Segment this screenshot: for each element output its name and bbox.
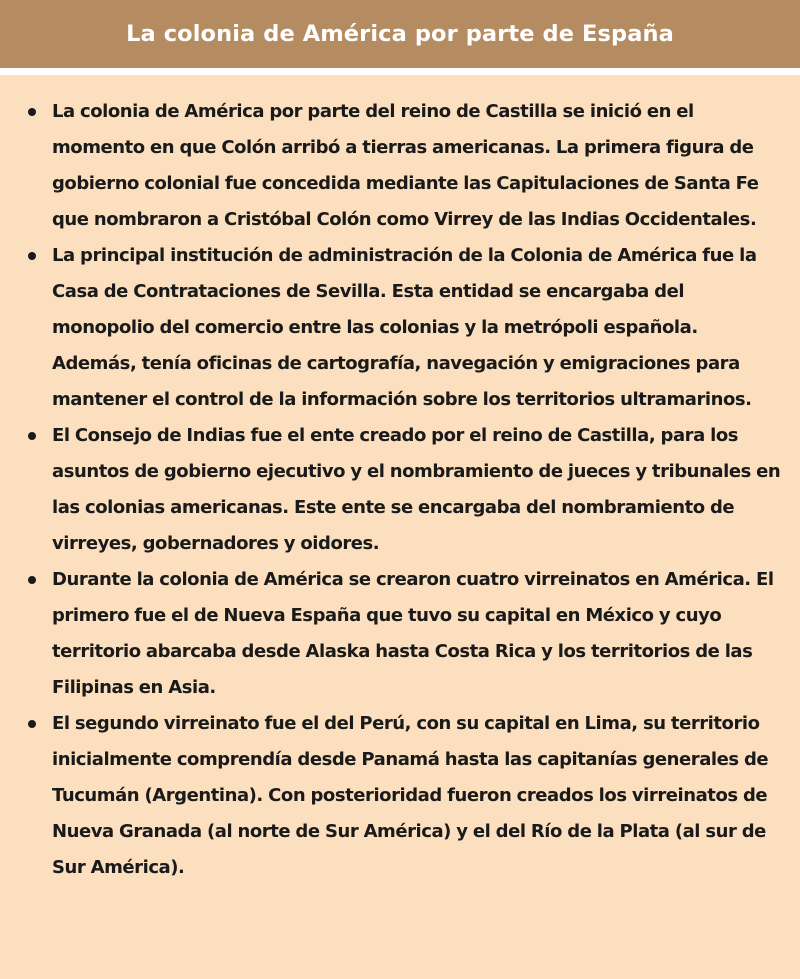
content-panel xyxy=(0,75,800,972)
bullet-icon xyxy=(28,432,36,440)
list-item xyxy=(27,418,786,562)
divider xyxy=(0,68,800,75)
list-item-text: La principal institución de administración de la Colonia de América fue la Casa de Contrataciones de Sevilla. Esta entidad se encargaba del monopolio del comercio entre las colonias y la metrópoli española. Además, tenía oficinas de cartografía, navegación y emigraciones para mantener el control de la información sobre los territorios ultramarinos. xyxy=(52,245,757,410)
list-item-text: El Consejo de Indias fue el ente creado por el reino de Castilla, para los asuntos de gobierno ejecutivo y el nombramiento de jueces y tribunales en las colonias americanas. Este ente se encargaba del nombramiento de virreyes, gobernadores y oidores. xyxy=(52,425,781,554)
bullet-list xyxy=(0,94,800,886)
list-item xyxy=(27,706,786,886)
list-item-text: Durante la colonia de América se crearon cuatro virreinatos en América. El primero fue el de Nueva España que tuvo su capital en México y cuyo territorio abarcaba desde Alaska hasta Costa Rica y los territorios de las Filipinas en Asia. xyxy=(52,569,774,698)
title-banner xyxy=(0,0,800,68)
list-item xyxy=(27,238,786,418)
bullet-icon xyxy=(28,252,36,260)
list-item xyxy=(27,94,786,238)
bullet-icon xyxy=(28,720,36,728)
page-title: La colonia de América por parte de España xyxy=(126,21,674,47)
list-item-text: La colonia de América por parte del reino de Castilla se inició en el momento en que Colón arribó a tierras americanas. La primera figura de gobierno colonial fue concedida mediante las Capitulaciones de Santa Fe que nombraron a Cristóbal Colón como Virrey de las Indias Occidentales. xyxy=(52,101,759,230)
list-item-text: El segundo virreinato fue el del Perú, con su capital en Lima, su territorio inicialmente comprendía desde Panamá hasta las capitanías generales de Tucumán (Argentina). Con posterioridad fueron creados los virreinatos de Nueva Granada (al norte de Sur América) y el del Río de la Plata (al sur de Sur América). xyxy=(52,713,769,878)
bullet-icon xyxy=(28,576,36,584)
bullet-icon xyxy=(28,108,36,116)
list-item xyxy=(27,562,786,706)
